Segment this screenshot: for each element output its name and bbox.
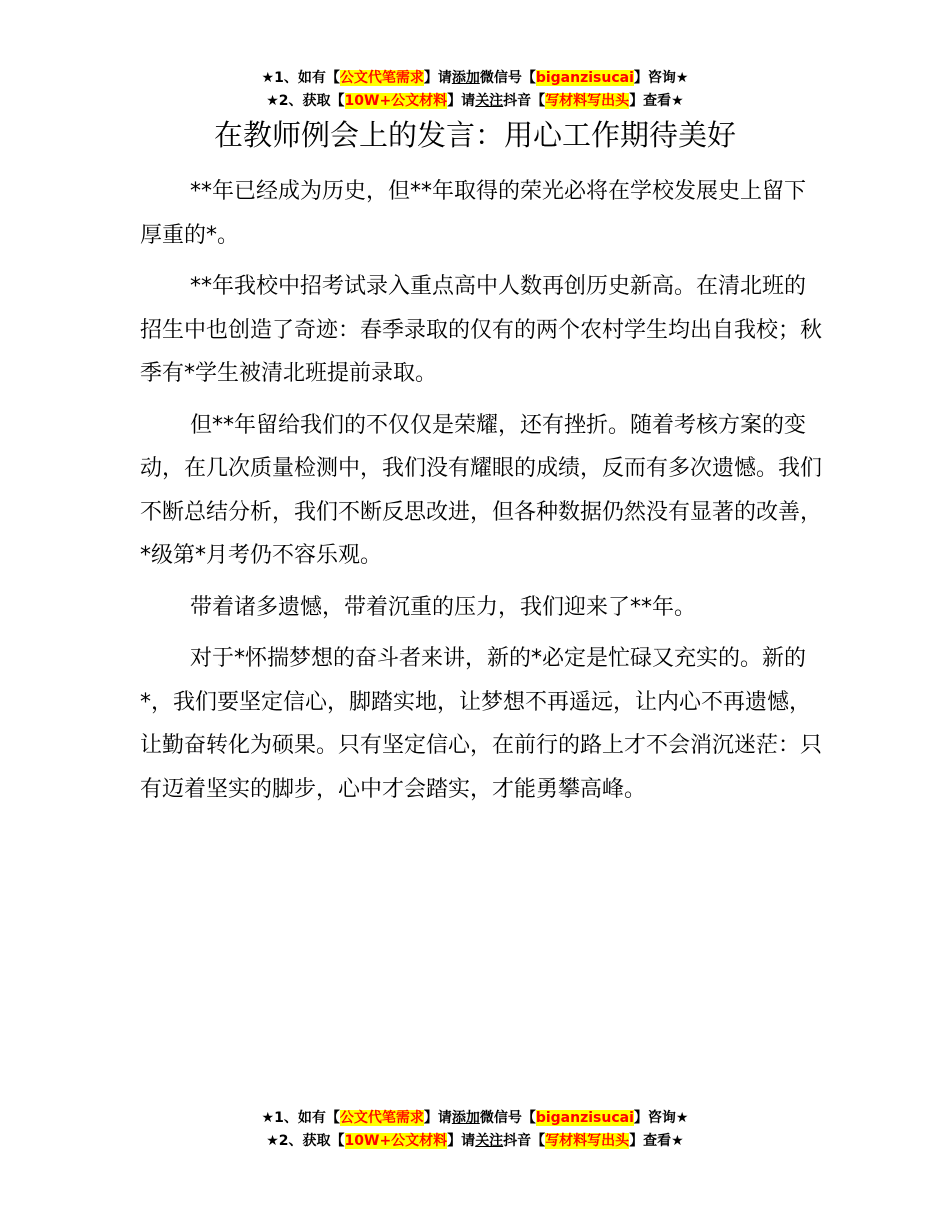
promo-line-1 (0, 1107, 950, 1130)
promo-text: 】查看★ (629, 93, 684, 109)
promo-text: 】查看★ (629, 1133, 684, 1149)
promo-text: 】咨询★ (633, 1110, 689, 1126)
promo-text: 】咨询★ (633, 70, 689, 86)
paragraph: **年我校中招考试录入重点高中人数再创历史新高。在清北班的招生中也创造了奇迹：春季录取的仅有的两个农村学生均出自我校；秋季有*学生被清北班提前录取。 (140, 274, 823, 386)
promo-line-2 (0, 1130, 950, 1153)
promo-highlight: 公文代笔需求 (339, 70, 424, 86)
promo-text: 微信号【 (479, 70, 536, 86)
promo-text: 】请 (447, 93, 476, 109)
promo-text: 抖音【 (503, 93, 546, 109)
promo-text: ★1、如有【 (261, 1110, 340, 1126)
promo-text: 】请 (423, 1110, 452, 1126)
promo-highlight: biganzisucai (535, 70, 634, 86)
promo-underlined: 添加 (451, 1110, 480, 1126)
promo-highlight: biganzisucai (535, 1110, 634, 1126)
document-body (140, 170, 825, 819)
paragraph: 对于*怀揣梦想的奋斗者来讲，新的*必定是忙碌又充实的。新的*，我们要坚定信心，脚踏实地，让梦想不再遥远，让内心不再遗憾，让勤奋转化为硕果。只有坚定信心，在前行的路上才不会消沉迷茫：只有迈着坚实的脚步，心中才会踏实，才能勇攀高峰。 (140, 646, 823, 802)
promo-underlined: 关注 (475, 1133, 504, 1149)
paragraph: 但**年留给我们的不仅仅是荣耀，还有挫折。随着考核方案的变动，在几次质量检测中，我们没有耀眼的成绩，反而有多次遗憾。我们不断总结分析，我们不断反思改进，但各种数据仍然没有显著的改善，*级第*月考仍不容乐观。 (140, 412, 823, 568)
promo-highlight: 写材料写出头 (545, 93, 630, 109)
promo-line-2 (0, 90, 950, 113)
promo-text: ★2、获取【 (266, 93, 345, 109)
paragraph: **年已经成为历史，但**年取得的荣光必将在学校发展史上留下厚重的*。 (140, 179, 807, 248)
promo-highlight: 10W+公文材料 (344, 93, 448, 109)
promo-text: 微信号【 (479, 1110, 536, 1126)
promo-highlight: 10W+公文材料 (344, 1133, 448, 1149)
document-title: 在教师例会上的发言：用心工作期待美好 (213, 118, 736, 152)
promo-text: ★2、获取【 (266, 1133, 345, 1149)
promo-text: ★1、如有【 (261, 70, 340, 86)
header-promo-banner (0, 67, 950, 113)
footer-promo-banner (0, 1107, 950, 1153)
promo-underlined: 关注 (475, 93, 504, 109)
promo-highlight: 公文代笔需求 (339, 1110, 424, 1126)
paragraph: 带着诸多遗憾，带着沉重的压力，我们迎来了**年。 (190, 594, 697, 620)
promo-text: 抖音【 (503, 1133, 546, 1149)
promo-line-1 (0, 67, 950, 90)
promo-highlight: 写材料写出头 (545, 1133, 630, 1149)
promo-underlined: 添加 (451, 70, 480, 86)
promo-text: 】请 (423, 70, 452, 86)
promo-text: 】请 (447, 1133, 476, 1149)
